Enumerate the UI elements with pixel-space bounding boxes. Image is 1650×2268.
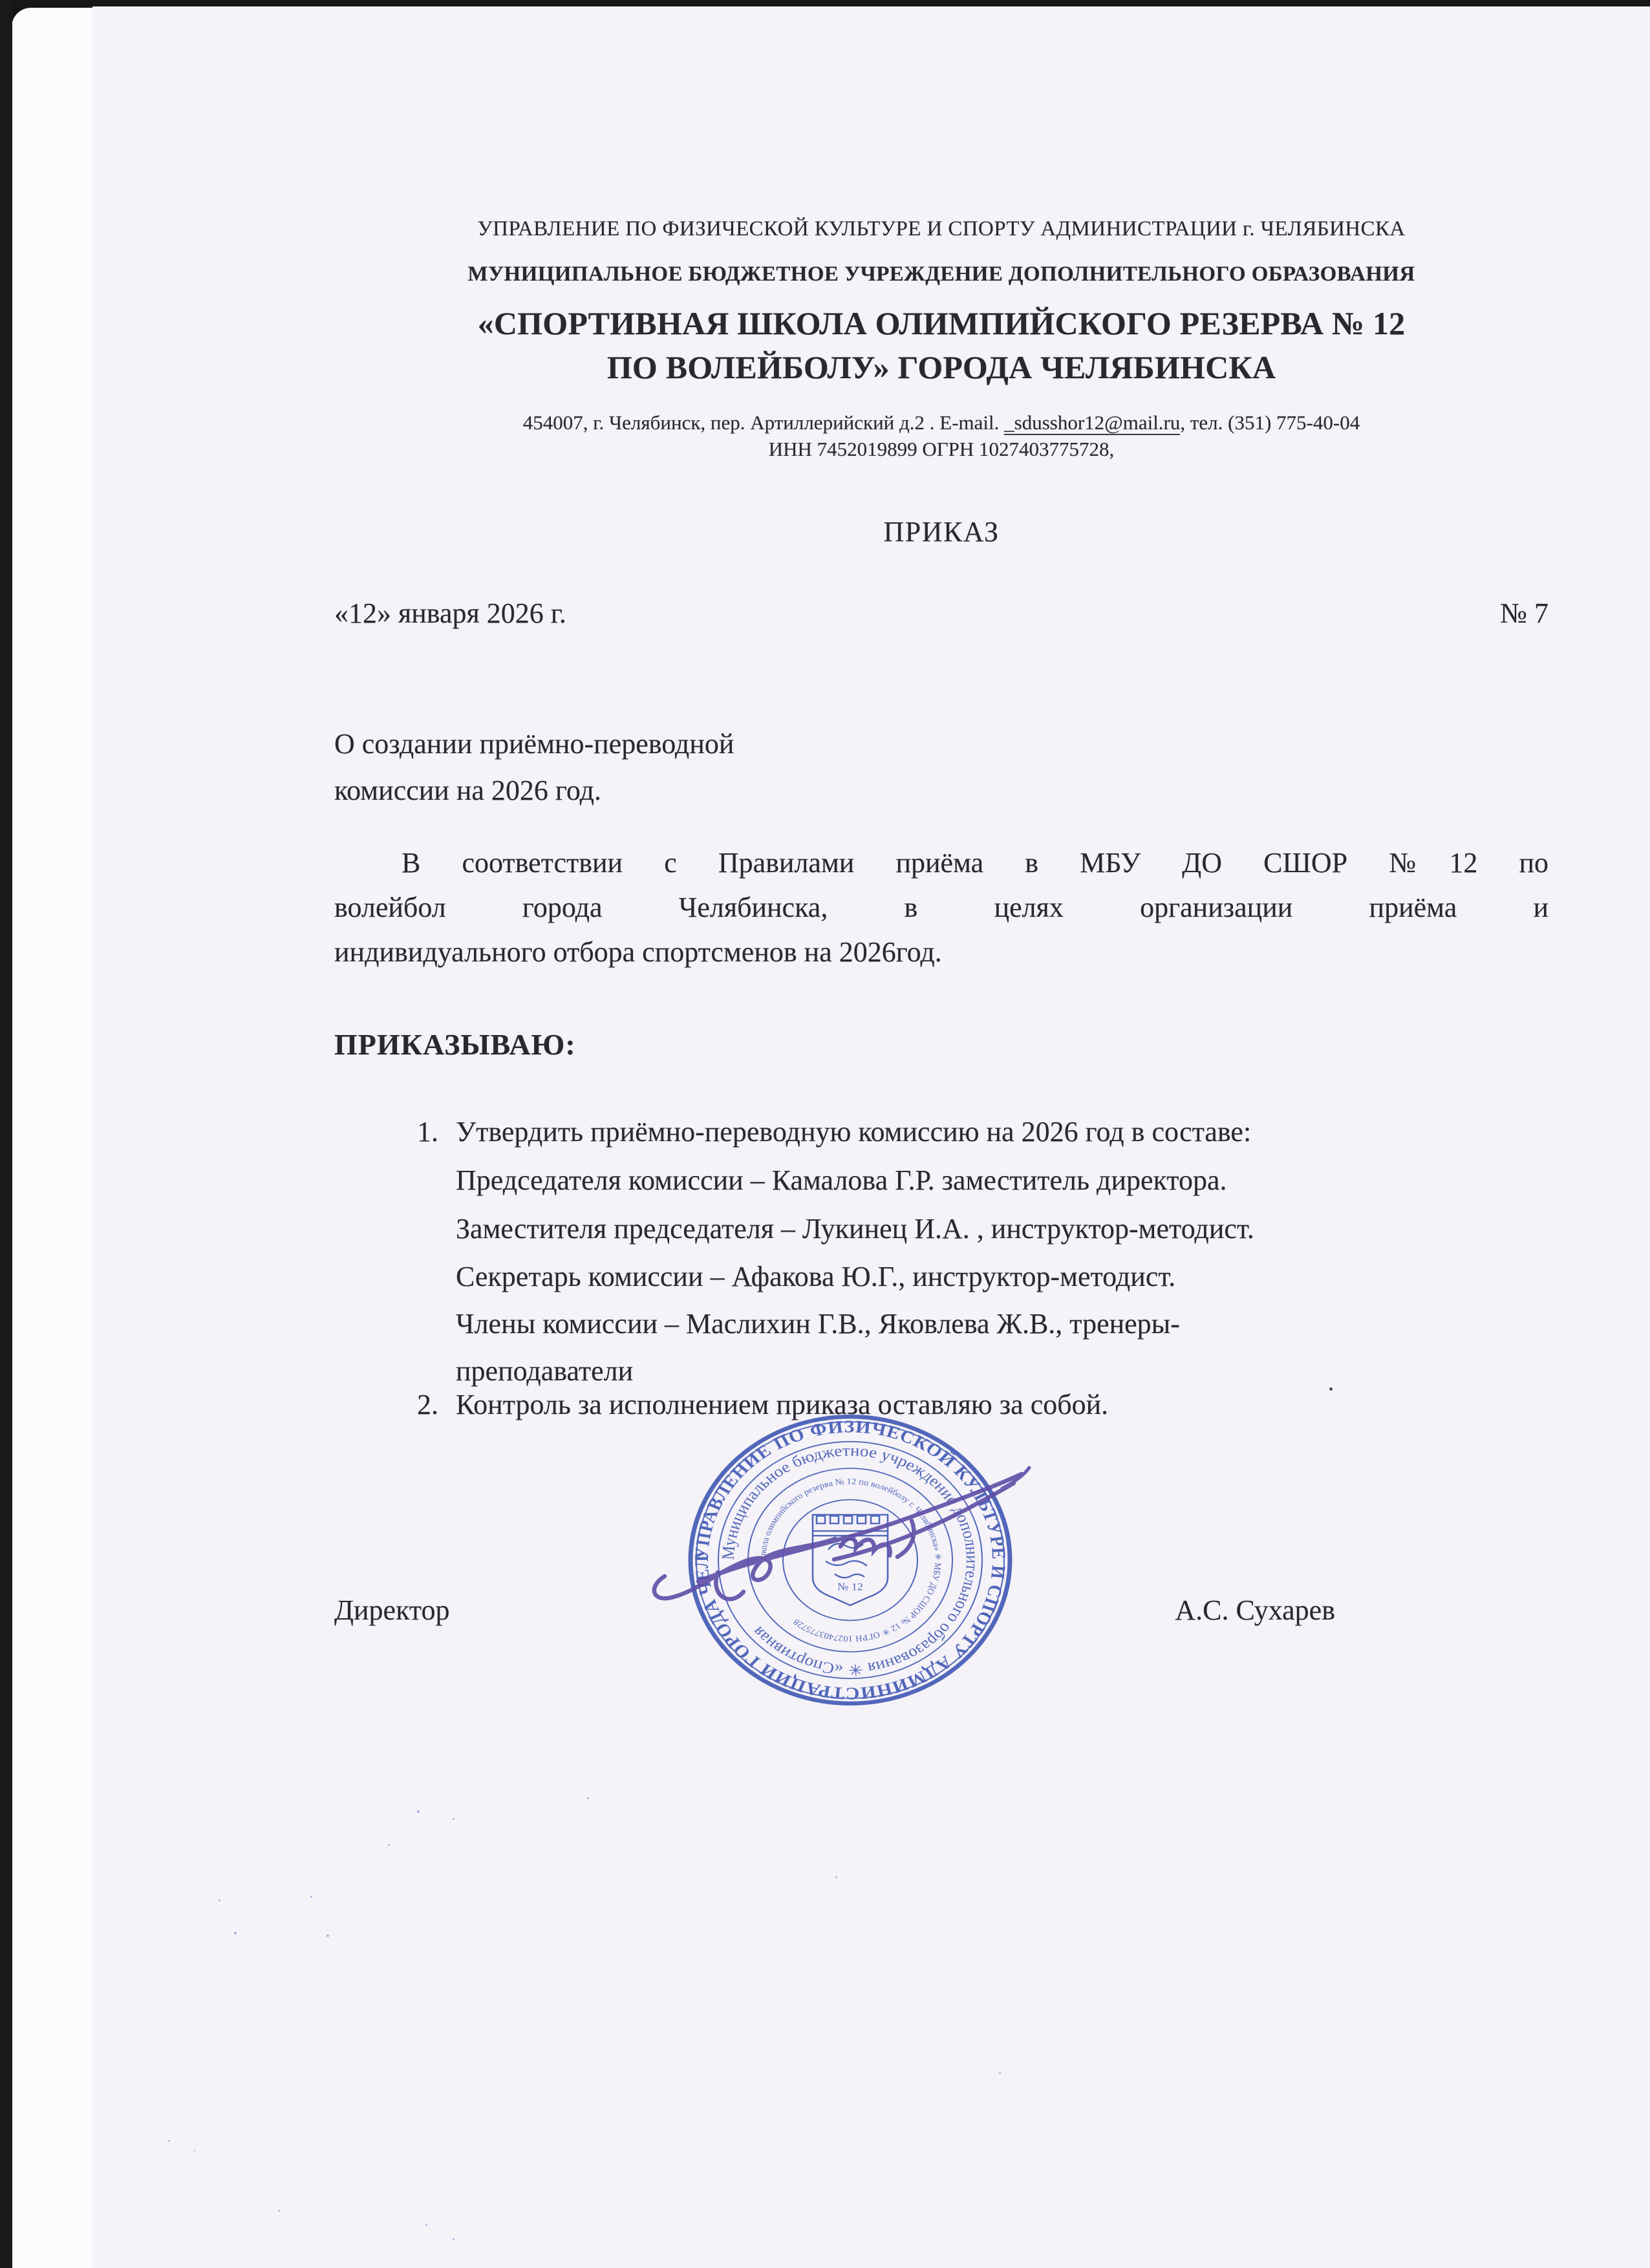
registration-line: ИНН 7452019899 ОГРН 1027403775728, <box>768 438 1115 460</box>
seal-ring-middle-text: Муниципальное бюджетное учреждение дополнительного образования ✳ «Спортивная <box>718 1441 983 1679</box>
scan-speck <box>327 1934 329 1937</box>
scan-speck <box>219 1899 220 1901</box>
order-number: № 7 <box>1500 597 1548 629</box>
intro-paragraph-line-3: индивидуального отбора спортсменов на 2026год. <box>334 936 942 968</box>
decree-word: ПРИКАЗЫВАЮ: <box>334 1028 576 1061</box>
subject-line-2: комиссии на 2026 год. <box>334 775 601 806</box>
scan-speck <box>168 2140 170 2142</box>
scan-speck <box>425 2224 427 2226</box>
scan-speck <box>453 1818 455 1820</box>
list-item-1-line-4: Секретарь комиссии – Афакова Ю.Г., инструктор-методист. <box>456 1261 1176 1292</box>
signer-position: Директор <box>334 1594 450 1626</box>
school-name-line-1: «СПОРТИВНАЯ ШКОЛА ОЛИМПИЙСКОГО РЕЗЕРВА № 12 <box>477 305 1406 341</box>
scan-speck <box>388 1844 390 1846</box>
scan-speck <box>999 2072 1001 2074</box>
document-content <box>334 0 1548 2268</box>
intro-paragraph-line-2: волейбол города Челябинска, в целях организации приёма и <box>334 892 1548 923</box>
scan-speck <box>234 1932 237 1934</box>
seal-ring-inner-text: школа олимпийского резерва № 12 по волейболу г. Челябинска» ✳ МБУ ДО СШОР № 12 ✳ ОГРН 1027403775728 <box>757 1476 943 1643</box>
scan-speck <box>417 1810 420 1813</box>
signer-name: А.С. Сухарев <box>1175 1594 1335 1626</box>
school-name-line-2: ПО ВОЛЕЙБОЛУ» ГОРОДА ЧЕЛЯБИНСКА <box>606 349 1276 385</box>
scan-speck <box>310 1896 312 1898</box>
subject-line-1: О создании приёмно-переводной <box>334 728 734 760</box>
list-item-1-line-3: Заместителя председателя – Лукинец И.А. , инструктор-методист. <box>456 1213 1254 1245</box>
list-item-1-line-2: Председателя комиссии – Камалова Г.Р. заместитель директора. <box>456 1164 1227 1196</box>
intro-paragraph-line-1: В соответствии с Правилами приёма в МБУ ДО СШОР №12 по <box>402 847 1548 879</box>
address-line <box>334 411 1548 434</box>
scan-edge-left <box>0 0 12 2268</box>
list-item-1-line-1: Утвердить приёмно-переводную комиссию на 2026 год в составе: <box>456 1116 1252 1148</box>
scan-speck <box>453 2238 455 2240</box>
scan-speck <box>278 2210 280 2212</box>
scan-speck <box>194 2150 195 2152</box>
list-item-1-line-5: Члены комиссии – Маслихин Г.В., Яковлева Ж.В., тренеры- <box>456 1308 1180 1340</box>
order-date: «12» января 2026 г. <box>334 597 566 629</box>
phone-text: , тел. (351) 775-40-04 <box>1180 411 1360 434</box>
scanner-bed-strip <box>12 8 93 2268</box>
director-signature-ink <box>640 1448 1047 1623</box>
seal-emblem-number: № 12 <box>837 1581 863 1593</box>
seal-ring-outer-text: УПРАВЛЕНИЕ ПО ФИЗИЧЕСКОЙ КУЛЬТУРЕ И СПОРТУ АДМИНИСТРАЦИИ ГОРОДА ЧЕЛЯБИНСКА ✳ <box>691 1417 1009 1703</box>
list-item-1-line-6: преподаватели <box>456 1355 634 1387</box>
list-item-1-number: 1. <box>417 1116 438 1148</box>
stray-ink-dot <box>1329 1387 1333 1391</box>
list-item-2-number: 2. <box>417 1389 438 1420</box>
org-line-1: УПРАВЛЕНИЕ ПО ФИЗИЧЕСКОЙ КУЛЬТУРЕ И СПОРТУ АДМИНИСТРАЦИИ г. ЧЕЛЯБИНСКА <box>477 217 1406 241</box>
org-line-2: МУНИЦИПАЛЬНОЕ БЮДЖЕТНОЕ УЧРЕЖДЕНИЕ ДОПОЛНИТЕЛЬНОГО ОБРАЗОВАНИЯ <box>467 262 1415 286</box>
address-text: 454007, г. Челябинск, пер. Артиллерийский д.2 . E-mail. <box>522 411 1005 434</box>
list-item-2-text: Контроль за исполнением приказа оставляю за собой. <box>456 1389 1109 1420</box>
scan-speck <box>587 1797 589 1799</box>
document-title: ПРИКАЗ <box>883 516 1000 548</box>
scan-speck <box>835 1876 837 1878</box>
date-number-row <box>334 597 1548 630</box>
email-text: _sdusshor12@mail.ru <box>1004 411 1181 434</box>
